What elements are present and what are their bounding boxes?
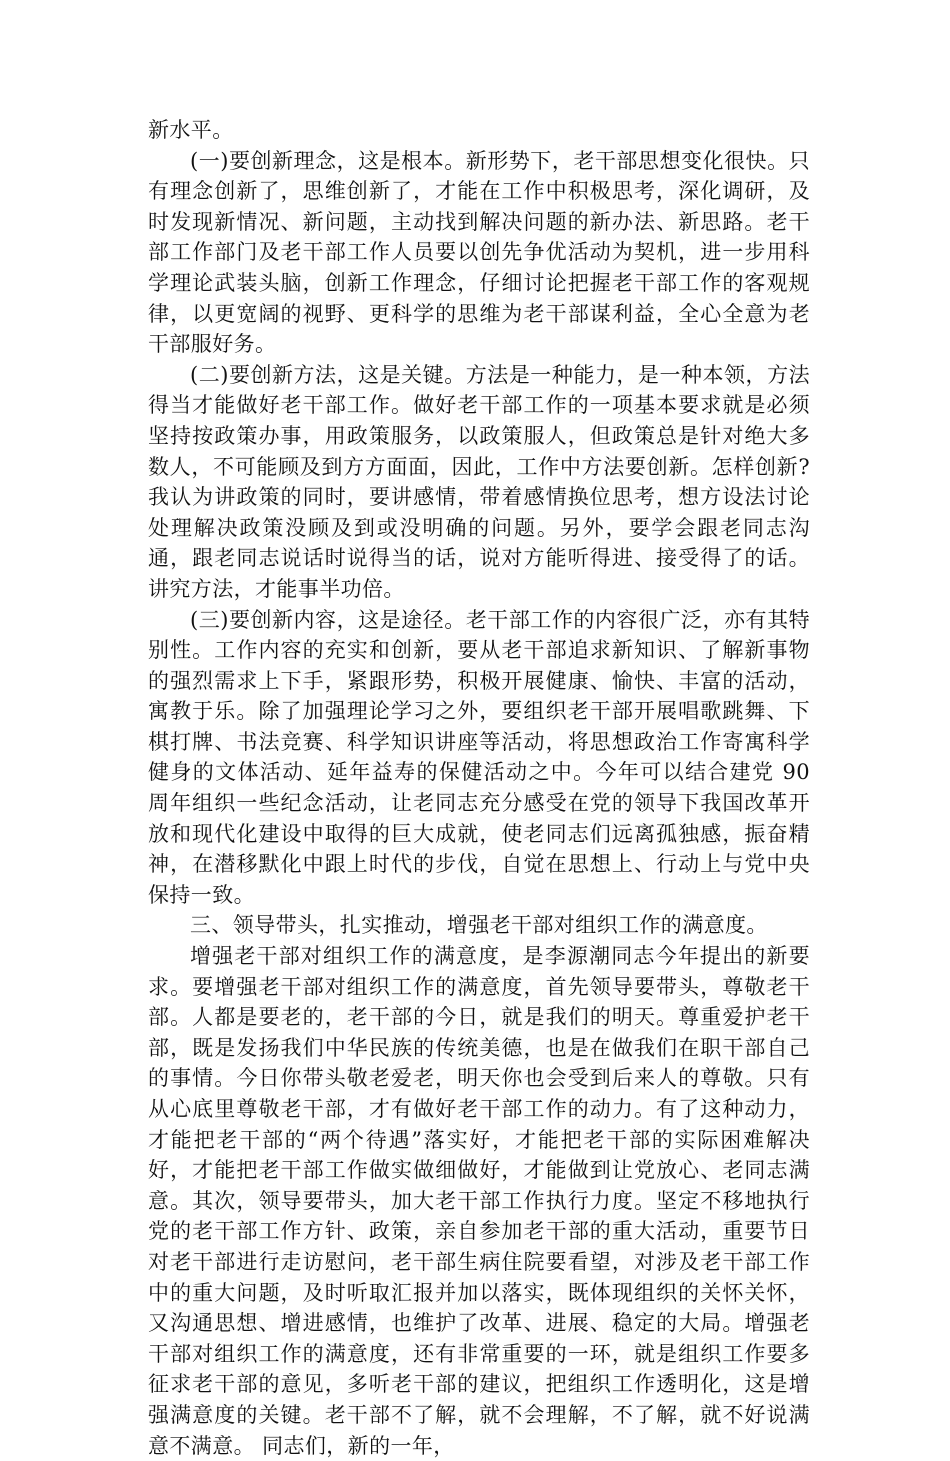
section-heading-three: 三、领导带头，扎实推动，增强老干部对组织工作的满意度。: [190, 913, 768, 938]
paragraph-innovate-concept: (一)要创新理念，这是根本。新形势下，老干部思想变化很快。只有理念创新了，思维创新了，才能在工作中积极思考，深化调研，及时发现新情况、新问题，主动找到解决问题的新办法、新思路。老干部工作部门及老干部工作人员要以创先争优活动为契机，进一步用科学理论武装头脑，创新工作理念，仔细讨论把握老干部工作的客观规律，以更宽阔的视野、更科学的思维为老干部谋利益，全心全意为老干部服好务。: [148, 148, 810, 357]
paragraph-continuation: 新水平。: [148, 118, 234, 142]
paragraph-satisfaction: 增强老干部对组织工作的满意度，是李源潮同志今年提出的新要求。要增强老干部对组织工作的满意度，首先领导要带头，尊敬老干部。人都是要老的，老干部的今日，就是我们的明天。尊重爱护老干部，既是发扬我们中华民族的传统美德，也是在做我们在职干部自己的事情。今日你带头敬老爱老，明天你也会受到后来人的尊敬。只有从心底里尊敬老干部，才有做好老干部工作的动力。有了这种动力，才能把老干部的“两个待遇”落实好，才能把老干部的实际困难解决好，才能把老干部工作做实做细做好，才能做到让党放心、老同志满意。其次，领导要带头，加大老干部工作执行力度。坚定不移地执行党的老干部工作方针、政策，亲自参加老干部的重大活动，重要节日对老干部进行走访慰问，老干部生病住院要看望，对涉及老干部工作中的重大问题，及时听取汇报并加以落实，既体现组织的关怀关怀，又沟通思想、增进感情，也维护了改革、进展、稳定的大局。增强老干部对组织工作的满意度，还有非常重要的一环，就是组织工作要多征求老干部的意见，多听老干部的建议，把组织工作透明化，这是增强满意度的关键。老干部不了解，就不会理解，不了解，就不好说满意不满意。 同志们，新的一年，: [148, 944, 810, 1458]
paragraph-innovate-method: (二)要创新方法，这是关键。方法是一种能力，是一种本领，方法得当才能做好老干部工作。做好老干部工作的一项基本要求就是必须坚持按政策办事，用政策服务，以政策服人，但政策总是针对绝大多数人，不可能顾及到方方面面，因此，工作中方法要创新。怎样创新?我认为讲政策的同时，要讲感情，带着感情换位思考，想方设法讨论处理解决政策没顾及到或没明确的问题。另外，要学会跟老同志沟通，跟老同志说话时说得当的话，说对方能听得进、接受得了的话。讲究方法，才能事半功倍。: [148, 362, 810, 601]
paragraph-innovate-content: (三)要创新内容，这是途径。老干部工作的内容很广泛，亦有其特别性。工作内容的充实和创新，要从老干部追求新知识、了解新事物的强烈需求上下手，紧跟形势，积极开展健康、愉快、丰富的活动，寓教于乐。除了加强理论学习之外，要组织老干部开展唱歌跳舞、下棋打牌、书法竞赛、科学知识讲座等活动，将思想政治工作寄寓科学健身的文体活动、延年益寿的保健活动之中。今年可以结合建党 90 周年组织一些纪念活动，让老同志充分感受在党的领导下我国改革开放和现代化建设中取得的巨大成就，使老同志们远离孤独感，振奋精神，在潜移默化中跟上时代的步伐，自觉在思想上、行动上与党中央保持一致。: [148, 607, 810, 907]
document-body: [148, 115, 810, 1461]
